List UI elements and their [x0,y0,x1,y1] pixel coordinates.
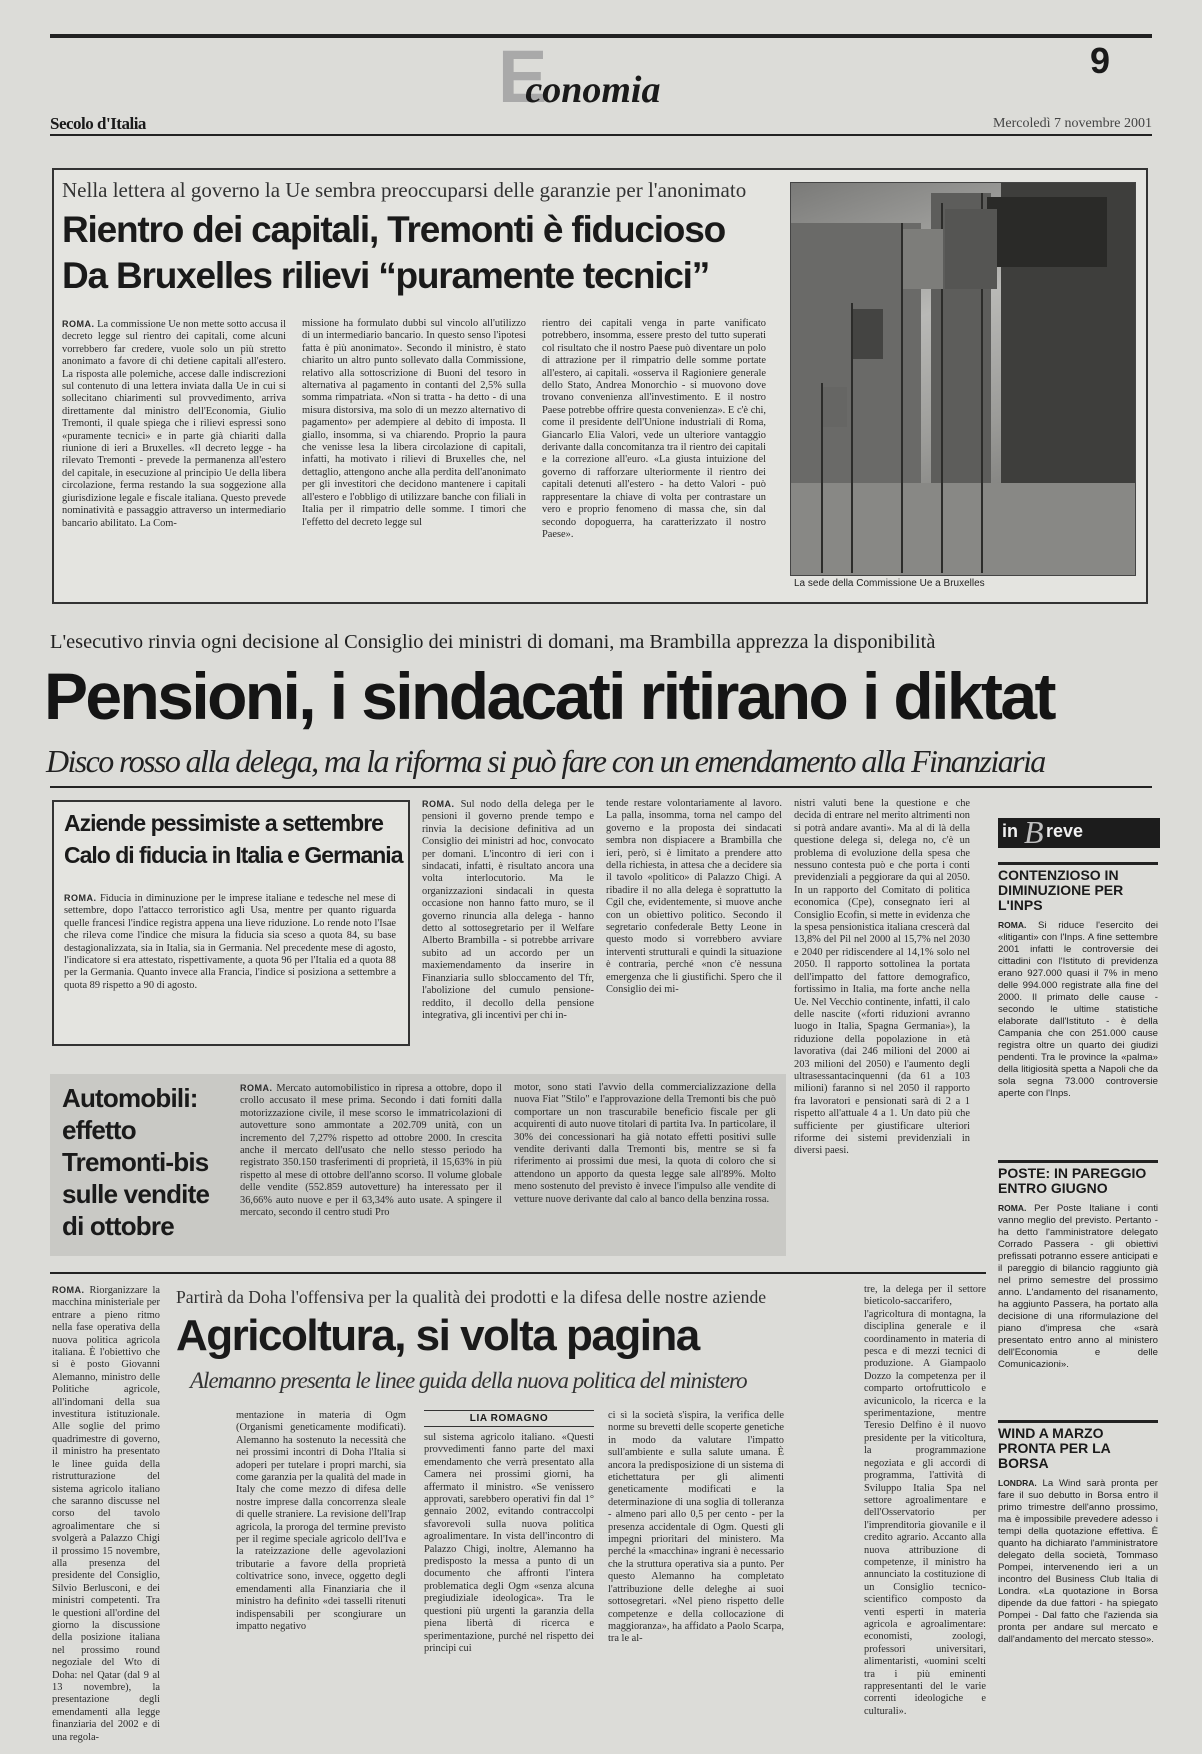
section-name: conomia [525,69,661,111]
commissione-photo [790,182,1136,576]
inbreve-item-wind [998,1420,1158,1646]
inbreve-title: WIND A MARZO PRONTA PER LA BORSA [998,1425,1111,1471]
article3-dateline: ROMA. [64,893,97,903]
inbreve-header [998,814,1160,850]
article2-subhead: Disco rosso alla delega, ma la riforma si può fare con un emendamento alla Finanziaria [46,743,1045,779]
article-capitali [52,168,1148,604]
article3-body: ROMA. Fiducia in diminuzione per le imprese italiane e tedesche nel mese di settembre, dopo l'attacco terroristico agli Usa, mentre per quanto riguarda quelle francesi l'indice registra appena una lieve riduzione. Lo rende noto l'Isae che rileva come l'indice che misura la fiducia sia sceso a quota 84, su base destagionalizzata, sia in Italia, sia in Germania. Nel precedente mese di agosto, l'indicatore si era attestato, rispettivamente, a quota 96 per l'Italia ed a quota 88 per la Germania. Quanto invece alla Francia, l'indice si posiziona a settembre a quota 89 rispetto a 90 di agosto. [64,893,396,991]
article5-dateline: ROMA. [52,1285,85,1295]
article2-kicker: L'esecutivo rinvia ogni decisione al Consiglio dei ministri di domani, ma Brambilla apprezza la disponibilità [50,631,936,653]
inbreve-text: LONDRA. La Wind sarà pronta per fare il suo debutto in Borsa entro il primo trimestre dell'anno prossimo, ma è impossibile prevedere adesso i tempi della quotazione effettiva. È quanto ha dichiarato l'amministratore delegato della società, Tommaso Pompei, intervenendo ieri a un incontro del Business Club Italia di Londra. «La quotazione in Borsa dipende da due fattori - ha spiegato Pompei - Dal fatto che l'azienda sia pronta per andare sul mercato e dall'andamento del mercato stesso». [998,1478,1158,1645]
article2-dateline: ROMA. [422,799,455,809]
article1-headline2: Da Bruxelles rilievi “puramente tecnici” [62,255,710,296]
article4-headline: Automobili: effetto Tremonti-bis sulle vendite di ottobre [62,1083,210,1241]
inbreve-title: CONTENZIOSO IN DIMINUZIONE PER L'INPS [998,867,1124,913]
issue-date: Mercoledì 7 novembre 2001 [992,116,1152,131]
article3-headline2: Calo di fiducia in Italia e Germania [64,842,403,868]
inbreve-in: in [1002,821,1018,841]
photo-caption: La sede della Commissione Ue a Bruxelles [794,578,985,589]
inbreve-title: POSTE: IN PAREGGIO ENTRO GIUGNO [998,1165,1147,1196]
inbreve-item-poste [998,1160,1158,1371]
article1-col3: rientro dei capitali venga in parte vanificato potrebbero, insomma, essere presto del tutto superati col risultato che il nostro Paese può diventare un polo di attrazione per il rimpatrio delle somme portate all'estero, ai capitali. «osserva il Ragioniere generale dello Stato, Andrea Monorchio - si muovono dove trovano convenienza all'investimento. E il nostro Paese potrebbe offrire questa convenienza». E c'è chi, come il presidente dell'Unione industriali di Roma, Giancarlo Elia Valori, vede un ulteriore vantaggio derivante dalla concomitanza tra il rientro dei capitali e la correzione all'euro. «La giusta intuizione del governo di rafforzare ulteriormente il rientro dei capitali detenuti all'estero - ha detto Valori - può rappresentare la chiave di volta per contrastare un vero e proprio fenomeno di massa che, sin dal secondo dopoguerra, ha caratterizzato il nostro Paese». [542,318,766,540]
article5-col0: ROMA. Riorganizzare la macchina ministeriale per entrare a pieno ritmo nella fase operativa della nuova politica agricola italiana. È l'obiettivo che si è posto Giovanni Alemanno, ministro delle Politiche agricole, all'indomani della sua investitura istituzionale. Alle soglie del primo quadrimestre di governo, il ministro ha presentato le linee guida della ristrutturazione del sistema agricolo italiano che saranno discusse nel corso del tavolo agroalimentare che si svolgerà a Palazzo Chigi il prossimo 15 novembre, alla presenza del presidente del Consiglio, Silvio Berlusconi, e dei ministri competenti. Tra le questioni all'ordine del giorno la discussione della posizione italiana nel prossimo round negoziale del Wto di Doha: nel Qatar (dal 9 al 13 novembre), la presentazione degli emendamenti alla legge finanziaria del 2002 e di una regola- [52,1285,160,1743]
inbreve-sidebar [998,800,1160,1730]
newspaper-name: Secolo d'Italia [50,114,146,133]
article1-kicker: Nella lettera al governo la Ue sembra preoccuparsi delle garanzie per l'anonimato [62,178,747,202]
article5-byline: LIA ROMAGNO [424,1410,594,1427]
article1-col1: ROMA. La commissione Ue non mette sotto accusa il decreto legge sul rientro dei capitali, come alcuni vorrebbero far credere, vuole solo un più stretto anonimato a favore di chi detiene capitali all'estero. La risposta alle polemiche, accese dalle indiscrezioni sul contenuto di una lettera inviata dalla Ue in cui si sollecitano chiarimenti sul provvedimento, arriva direttamente dal ministro dell'Economia, Giulio Tremonti, il quale spiega che i rilievi espressi sono «puramente tecnici» e in parte già chiariti dalla riunione di ieri a Bruxelles. «Il decreto legge - ha rilevato Tremonti - prevede la permanenza all'estero del capitale, in esecuzione al principio Ue della libera circolazione, ferma restando la sua soggezione alla giurisdizione legale e fiscale italiana. Questo prevede nominatività e passaggio attraverso un intermediario bancario abilitato. La Com- [62,319,286,529]
article-automobili [50,1074,786,1256]
page-number: 9 [1090,40,1111,81]
article4-col2: motor, sono stati l'avvio della commercializzazione della nuova Fiat "Stilo" e l'approvazione della Tremonti bis che può comportare un non trascurabile beneficio fiscale per gli acquirenti di auto nuove titolari di partita Iva. In particolare, il 30% dei concessionari ha già notato effetti positivi sulle vendite derivanti dalla Tremonti bis, mentre se si fa riferimento ai prossimi due mesi, la quota di coloro che si attendono un apporto da questa legge sale all'89%. Molto meno sostenuto del previsto è invece l'impulso alle vendite di vetture nuove derivante dal calo al banco della benzina rossa. [514,1082,776,1205]
article5-col2: sul sistema agricolo italiano. «Questi provvedimenti fanno parte del maxi emendamento che verrà presentato alla Camera nei prossimi giorni, ha affermato il ministro. «Se venissero approvati, sarebbero operativi fin dal 1° gennaio 2002, evitando contraccolpi sfavorevoli sulla nuova politica agroalimentare. In vista dell'incontro di Palazzo Chigi, inoltre, Alemanno ha predisposto la messa a punto di un documento che affronti l'intera problematica degli Ogm «senza alcuna pregiudiziale ideologica». Tra le questioni più urgenti la garanzia della piena libertà di ricerca e sperimentazione, purché nel rispetto dei principi cui [424,1432,594,1654]
article5-col1: mentazione in materia di Ogm (Organismi geneticamente modificati). Alemanno ha sostenuto la necessità che nei prossimi incontri di Doha l'Italia si adoperi per tutelare i propri marchi, sia come garanzia per la qualità del made in Italy che come mezzo di difesa delle nostre imprese dalla concorrenza sleale di quelle straniere. La revisione dell'Irap agricola, la proroga del termine previsto per il regime speciale agricolo dell'Iva e la rateizzazione delle agevolazioni tributarie a favore della proprietà coltivatrice sono, invece, oggetto degli emendamenti alla Finanziaria che il ministro ha definito «dei tasselli ritenuti indispensabili per scongiurare un impatto negativo [236,1410,406,1632]
article-aziende [52,800,410,1046]
article3-headline1: Aziende pessimiste a settembre [64,810,383,836]
article5-col3: ci sì la società s'ispira, la verifica delle norme su brevetti delle scoperte genetiche in modo da valutare l'impatto sull'ambiente e sulla salute umana. È ancora la predisposizione di un sistema di etichettatura per gli alimenti geneticamente modificati e la determinazione di una soglia di tolleranza - almeno pari allo 0,5 per cento - per la presenza accidentale di Ogm. Questi gli impegni prioritari del ministero. Ma perché la «macchina» ingrani è necessario che la struttura operativa sia a punto. Per questo Alemanno ha completato l'attribuzione delle deleghe ai suoi sottosegretari. «Nel pieno rispetto delle competenze e della collocazione di maggioranza», ha affidato a Paolo Scarpa, tra le al- [608,1410,784,1645]
article4-col1: ROMA. Mercato automobilistico in ripresa a ottobre, dopo il crollo accusato il mese prima. Secondo i dati forniti dalla motorizzazione civile, il mese scorso le immatricolazioni di autovetture sono ammontate a 202.709 unità, con un incremento del 7,27% rispetto ad ottobre 2000. In crescita anche il mercato dell'usato che nello stesso periodo ha registrato 350.150 trasferimenti di proprietà, il 15,63% in più rispetto al mese di ottobre dell'anno scorso. Il volume globale delle vendite (552.859 autovetture) ha interessato per il 36,66% auto nuove e per il 63,34% auto usate. A spingere il mercato, secondo il centro studi Pro [240,1083,502,1219]
section-initial: E [498,35,548,118]
article5-col4: tre, la delega per il settore bieticolo-saccarifero, l'agricoltura di montagna, la disciplina generale e il coordinamento in materia di pesca e di mezzi tecnici di produzione. A Giampaolo Dozzo la competenza per il comparto ortofrutticolo e avicunicolo, la ricerca e la sperimentazione, mentre Teresio Delfino è il nuovo presidente per la viticoltura, la programmazione negoziata e gli accordi di programma, l'attività di Sviluppo Italia Spa nel settore agroalimentare e dell'Osservatorio per l'imprenditoria giovanile e il credito agrario. Accanto alla nuova attribuzione di competenze, il ministro ha annunciato la costituzione di un Consiglio tecnico-scientifico composto da venti esperti in materia agricola e agroalimentare: economisti, zoologi, professori universitari, alimentaristi, «uomini scelti tra i più eminenti rappresentanti del le varie correnti ideologiche e culturali». [864,1284,986,1717]
article1-col2: missione ha formulato dubbi sul vincolo all'utilizzo di un intermediario bancario. In questo senso l'ipotesi fatta è più anonimato». Secondo il ministro, è stato chiarito un altro punto sollevato dalla Commissione, relativo alla sottoscrizione di Buoni del tesoro in alternativa al pagamento in contanti del 2,5% sulla somma rimpatriata. «Non si tratta - ha detto - di una misura distorsiva, ma solo di un mezzo alternativo di pagamento» per adempiere al debito di imposta. Il giallo, insomma, si va chiarendo. Proprio la paura che venisse lesa la libera circolazione di capitali, infatti, ha motivato i rilievi di Bruxelles che, nel dettaglio, attengono anche alla perdita dell'anonimato per gli investitori che decidono mantenere i capitali all'estero e l'obbligo di utilizzare banche con filiali in Italia per il rimpatrio delle somme. I timori che l'effetto del decreto legge sul [302,318,526,528]
top-rule [50,34,1152,38]
article5-subhead: Alemanno presenta le linee guida della nuova politica del ministero [190,1368,747,1393]
inbreve-rest: reve [1046,821,1084,841]
article5-headline: Agricoltura, si volta pagina [176,1311,699,1360]
article2-headline: Pensioni, i sindacati ritirano i diktat [44,659,1054,733]
inbreve-text: ROMA. Si riduce l'esercito dei «litiganti» con l'Inps. A fine settembre 2001 infatti le controversie dei cittadini con l'Istituto di previdenza erano 927.000 quasi il 7% in meno delle 994.000 registrate alla fine del 2000. Il primato delle cause - secondo le ultime statistiche elaborate dall'Istituto - è della Campania che con 251.000 cause registra oltre un quarto dei giudizi pendenti. Tra le province la «palma» della litigiosità spetta a Napoli che da sola segna 73.000 controversie aperte con l'Inps. [998,920,1159,1099]
inbreve-item-inps [998,862,1158,1100]
article2-col1: ROMA. Sul nodo della delega per le pensioni il governo prende tempo e rinvia la decisione definitiva ad un Consiglio dei ministri ad hoc, convocato per domani. L'incontro di ieri con i sindacati, infatti, è risultato ancora una volta interlocutorio. Ma le organizzazioni sindacali in questa occasione non hanno fatto muro, se il governo rinuncia alla delega - hanno detto al sottosegretario per il Welfare Alberto Brambilla - si potrebbe arrivare subito ad un accordo per un maxiemendamento da inserire in Finanziaria sullo sbloccamento del Tfr, l'abolizione del cumulo pensione-reddito, il decollo della pensione integrativa, gli incentivi per chi in- [422,799,594,1021]
article2-col3: nistri valuti bene la questione e che decida di entrare nel merito altrimenti non si potrà andare avanti». Ma al di là della questione delega si, delega no, c'è un problema di evoluzione della spesa che nessuno contesta può e che porta i conti previdenziali a peggiorare da qui al 2050. In un rapporto del Comitato di politica economica (Cpe), consegnato ieri al Consiglio Ecofin, si mette in evidenza che la spesa pensionistica italiana crescerà dal 13,8% del Pil nel 2000 al 15,7% nel 2030 e 2040 per ridiscendere al 14,1% solo nel 2050. Il rapporto sottolinea la portata dell'impatto del fattore demografico, fortissimo in Italia, ma forte anche nella Ue. Nel Vecchio continente, infatti, il calo delle nascite («forti riduzioni avranno luogo in Italia, Spagna Germania»), la riduzione della popolazione in età lavorativa (dai 246 milioni del 2000 ai 203 milioni del 2050) e l'aumento degli ultrasessantacinquenni (da 61 a 103 milioni) faranno sì nel 2050 il rapporto fra lavoratori e pensionati sarà di 2 a 1 rispetto all'attuale 4 a 1. Un dato più che sufficiente per giustificare ulteriori riforme dei sistemi previdenziali in diversi paesi. [794,798,970,1157]
article5-kicker: Partirà da Doha l'offensiva per la qualità dei prodotti e la difesa delle nostre aziende [176,1287,767,1307]
subhead-rule [50,786,1152,788]
article1-dateline: ROMA. [62,319,95,329]
agri-top-rule [50,1272,986,1274]
article2-col2: tende restare volontariamente al lavoro. La palla, insomma, torna nel campo del governo e la proposta dei sindacati sembra non dispiacere a Brambilla che ieri, però, si è limitato a prendere atto della richiesta, in attesa che a decidere sia il tavolo «politico» di Palazzo Chigi. A ribadire il no alla delega è soprattutto la Cgil che, evidentemente, si muove anche con un obiettivo politico. Secondo il segretario confederale Betty Leone in questo modo si vorrebbero avviare interventi strutturali e quindi la situazione è contraria, perché «non c'è nessuna emergenza che li giustifichi. Spero che il Consiglio dei mi- [606,798,782,996]
inbreve-text: ROMA. Per Poste Italiane i conti vanno meglio del previsto. Pertanto - ha detto l'amministratore delegato Corrado Passera - gli obiettivi prefissati potranno essere anticipati e il pareggio di bilancio raggiunto già nel primo semestre del prossimo anno. L'andamento del risanamento, ha aggiunto Passera, ha portato alla decisione di una riformulazione del piano d'impresa che «sarà presentato entro anno al ministero dell'Economia e delle Comunicazioni». [998,1203,1158,1370]
article4-dateline: ROMA. [240,1083,273,1093]
inbreve-b: B [1024,814,1044,850]
section-title [498,35,661,118]
article1-headline1: Rientro dei capitali, Tremonti è fiducioso [62,209,725,250]
masthead-rule [50,134,1152,136]
